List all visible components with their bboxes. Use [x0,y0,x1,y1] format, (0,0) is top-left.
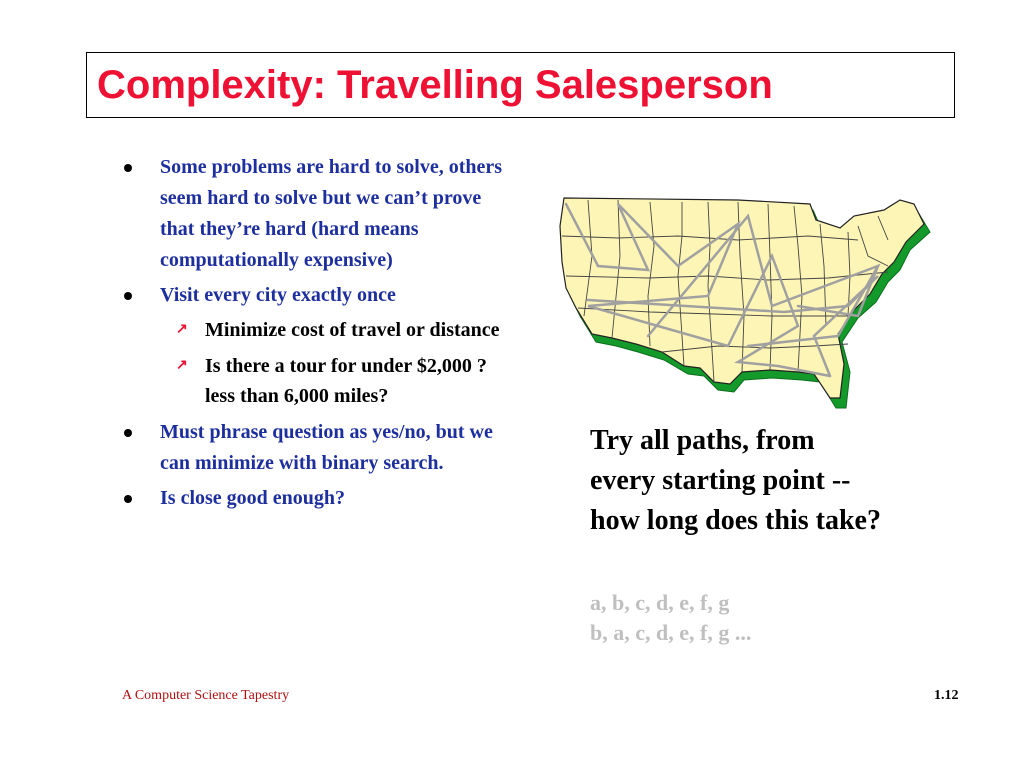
bullet-item [120,483,520,514]
page-title: Complexity: Travelling Salesperson [97,63,773,107]
bullet-text: Visit every city exactly once [160,284,396,306]
bullet-item [120,417,520,479]
sub-bullet-item [120,315,520,345]
sub-bullet-text: Minimize cost of travel or distance [205,319,500,341]
right-line-1: Try all paths, from [590,425,815,456]
bullet-item [120,152,520,276]
sub-bullet-text: Is there a tour for under $2,000 ? less than 6,000 miles? [205,355,487,407]
sub-bullet-item [120,351,520,411]
bullet-text: Must phrase question as yes/no, but we can minimize with binary search. [160,421,493,474]
bullet-dot-icon [124,164,132,172]
right-line-2: every starting point -- [590,465,851,496]
path-example-1: a, b, c, d, e, f, g [590,590,730,615]
bullet-dot-icon [124,429,132,437]
bullet-list [120,152,520,518]
footer-course-title: A Computer Science Tapestry [122,688,290,703]
right-question [590,421,881,541]
us-map-image [558,196,934,410]
footer-slide-number: 1.12 [934,688,959,703]
bullet-text: Is close good enough? [160,487,346,509]
bullet-text: Some problems are hard to solve, others seem hard to solve but we can’t prove that they’re hard (hard means computationally expensive) [160,156,503,271]
title-box [86,52,955,118]
bullet-dot-icon [124,292,132,300]
path-examples [590,588,751,648]
arrow-up-right-icon: ↗ [176,358,188,373]
path-example-2: b, a, c, d, e, f, g ... [590,620,752,645]
bullet-dot-icon [124,495,132,503]
bullet-item [120,280,520,311]
arrow-up-right-icon: ↗ [176,322,188,337]
right-line-3: how long does this take? [590,505,881,536]
